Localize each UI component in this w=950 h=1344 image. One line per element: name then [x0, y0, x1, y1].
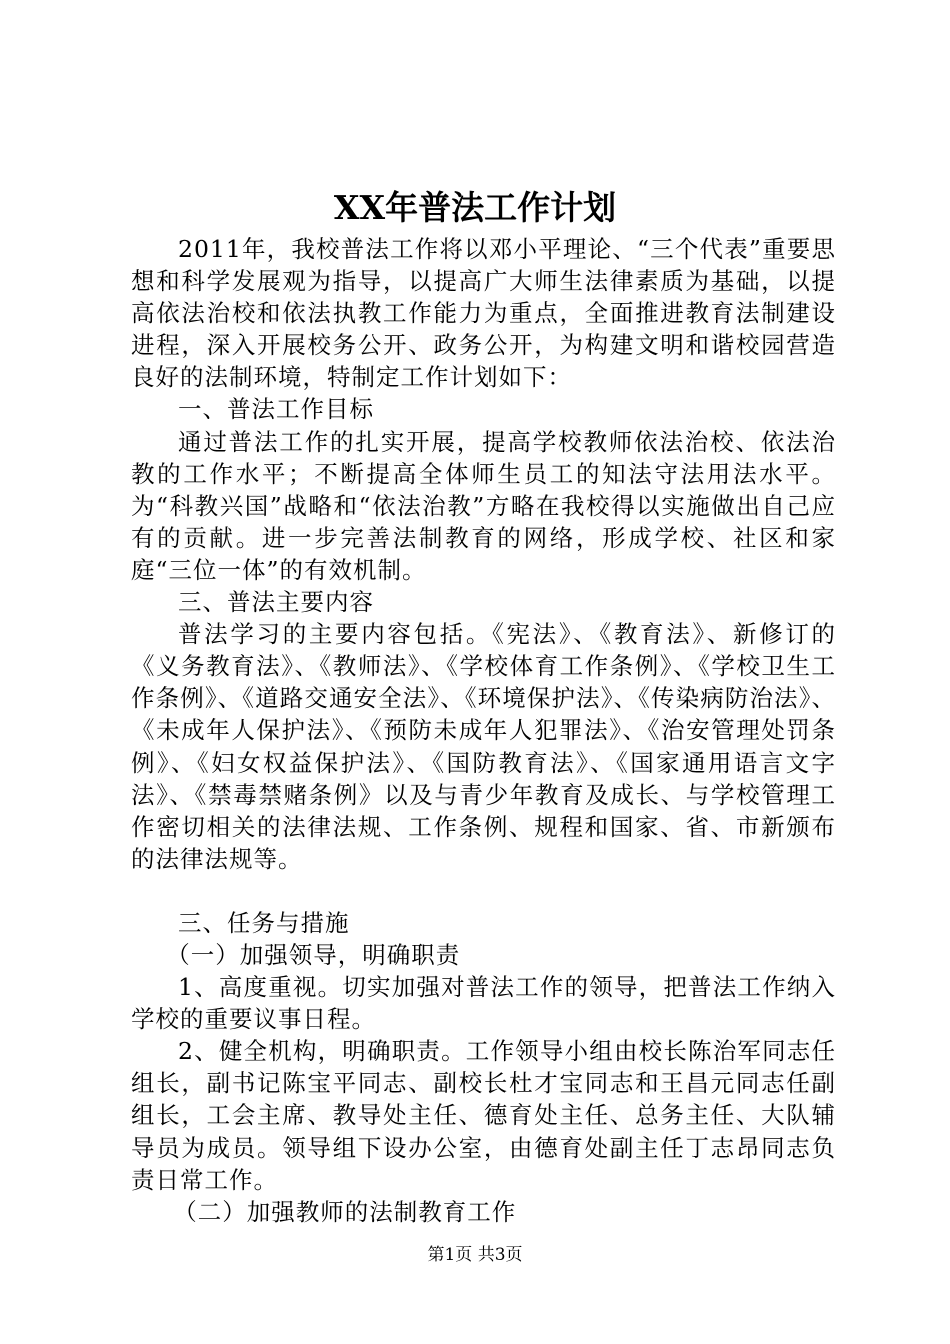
page-footer: 第1页 共3页 [427, 1245, 523, 1265]
blank-line [131, 875, 836, 907]
document-title: XX年普法工作计划 [333, 188, 617, 227]
section-heading-content: 三、普法主要内容 [178, 588, 374, 617]
intro-paragraph: 2011年，我校普法工作将以邓小平理论、“三个代表”重要思想和科学发展观为指导，以提高广大师生法律素质为基础，以提高依法治校和依法执教工作能力为重点，全面推进教育法制建设进程，深入开展校务公开、政务公开，为构建文明和谐校园营造良好的法制环境，特制定工作计划如下： [131, 235, 836, 392]
section-heading-tasks: 三、任务与措施 [178, 908, 350, 937]
content-paragraph: 普法学习的主要内容包括。《宪法》、《教育法》、新修订的《义务教育法》、《教师法》、《学校体育工作条例》、《学校卫生工作条例》、《道路交通安全法》、《环境保护法》、《传染病防治法》、《未成年人保护法》、《预防未成年人犯罪法》、《治安管理处罚条例》、《妇女权益保护法》、《国防教育法》、《国家通用语言文字法》、《禁毒禁赌条例》以及与青少年教育及成长、与学校管理工作密切相关的法律法规、工作条例、规程和国家、省、市新颁布的法律法规等。 [131, 620, 836, 873]
section-heading-goals: 一、普法工作目标 [178, 395, 374, 424]
task-item-2: 2、健全机构，明确职责。工作领导小组由校长陈治军同志任组长，副书记陈宝平同志、副校长杜才宝同志和王昌元同志任副组长，工会主席、教导处主任、德育处主任、总务主任、大队辅导员为成员。领导组下设办公室，由德育处副主任丁志昂同志负责日常工作。 [131, 1037, 836, 1194]
task-item-1: 1、高度重视。切实加强对普法工作的领导，把普法工作纳入学校的重要议事日程。 [131, 973, 836, 1034]
document-body [131, 233, 836, 1228]
subsection-heading-leadership: （一）加强领导，明确职责 [166, 940, 461, 969]
goals-paragraph: 通过普法工作的扎实开展，提高学校教师依法治校、依法治教的工作水平；不断提高全体师生员工的知法守法用法水平。为“科教兴国”战略和“依法治教”方略在我校得以实施做出自己应有的贡献。进一步完善法制教育的网络，形成学校、社区和家庭“三位一体”的有效机制。 [131, 427, 836, 584]
subsection-heading-teacher-education: （二）加强教师的法制教育工作 [173, 1197, 517, 1226]
